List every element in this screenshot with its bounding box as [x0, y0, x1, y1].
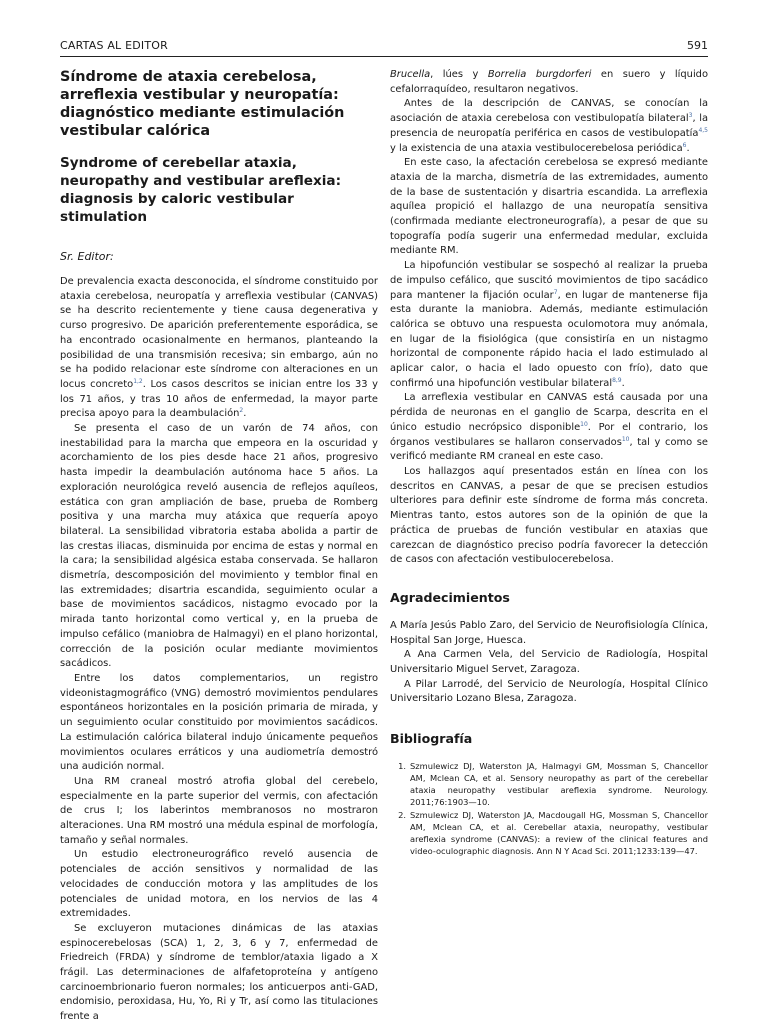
- page-number: 591: [687, 39, 708, 52]
- reference-text: Szmulewicz DJ, Waterston JA, Halmagyi GM, Mossman S, Chancellor AM, Mclean CA, et al. Sensory neuropathy as part of the cerebellar ataxia neuropathy vestibular areflexia syndrome. Neurology. 2011;76:1903—10.: [410, 761, 708, 808]
- letter-body-left: [60, 275, 378, 1025]
- paragraph-9-text-b: , en lugar de mantenerse fija esta durante la maniobra. Además, mediante estimulación calórica se obtuvo una respuesta oculomotora muy anómala, en lugar de la fisiológica (que consistiría en un nistagmo horizontal de componente rápido hacia el lado estimulado al aplicar calor, o hacia el lado opuesto con frío), dato que confirmó una hipofunción vestibular bilateral: [390, 289, 708, 389]
- paragraph-6: [60, 922, 378, 1025]
- paragraph-6-text-c: en suero y líquido cefalorraquídeo, resultaron negativos.: [390, 69, 708, 95]
- reference-list: [390, 760, 708, 857]
- acknowledgments-list: [390, 619, 708, 707]
- reference-number: 1.: [398, 761, 406, 772]
- paragraph-8: En este caso, la afectación cerebelosa se expresó mediante ataxia de la marcha, dismetría de las extremidades, aumento de la base de sustentación y disartria escandida. La arreflexia aquílea propició el hallazgo de una neuropatía sensitiva (confirmada mediante electroneurografía), a pesar de que su topografía podía sugerir una enfermedad medular, excluida mediante RM.: [390, 157, 708, 257]
- citation-10b[interactable]: 10: [621, 435, 630, 443]
- paragraph-3: Entre los datos complementarios, un registro videonistagmográfico (VNG) demostró movimientos pendulares espontáneos horizontales en la posición primaria de mirada, y un seguimiento ocular constituido por movimientos sacádicos. La estimulación calórica bilateral indujo únicamente pequeños movimientos oculares erráticos y una audiometría demostró una audición normal.: [60, 672, 378, 773]
- paragraph-10-text-b: . Por el contrario, los órganos vestibulares se hallaron conservados: [390, 421, 708, 448]
- paragraph-7-text-a: Antes de la descripción de CANVAS, se conocían la asociación de ataxia cerebelosa con vestibulopatía bilateral: [390, 98, 708, 125]
- acknowledgments-heading: Agradecimientos: [390, 589, 510, 605]
- header-rule: [60, 56, 708, 57]
- borrelia-italic: Borrelia burgdorferi: [487, 69, 592, 80]
- paragraph-1-text-b: . Los casos descritos se inician entre los 33 y los 71 años, y tras 10 años de enfermedad, la mayor parte precisa apoyo para la deambulación: [60, 378, 378, 420]
- article-title-english: Syndrome of cerebellar ataxia, neuropathy and vestibular areflexia: diagnosis by caloric vestibular stimulation: [60, 155, 342, 225]
- paragraph-7-text-b: , la presencia de neuropatía periférica en casos de vestibulopatía: [390, 113, 708, 139]
- acknowledgment-item: A María Jesús Pablo Zaro, del Servicio de Neurofisiología Clínica, Hospital San Jorge, Huesca.: [390, 619, 708, 646]
- reference-text: Szmulewicz DJ, Waterston JA, Macdougall HG, Mossman S, Chancellor AM, Mclean CA, et al. Cerebellar ataxia, neuropathy, vestibular areflexia syndrome (CANVAS): a review of the clinical features and video-oculographic diagnosis. Ann N Y Acad Sci. 2011;1233:139—47.: [410, 810, 708, 857]
- citation-4-5[interactable]: 4,5: [698, 126, 708, 134]
- acknowledgment-item: A Ana Carmen Vela, del Servicio de Radiología, Hospital Universitario Miguel Servet, Zaragoza.: [390, 649, 708, 676]
- citation-7[interactable]: 7: [553, 288, 558, 296]
- paragraph-9-text-a: La hipofunción vestibular se sospechó al realizar la prueba de impulso cefálico, que suscitó movimientos de tipo sacádico para mantener la fijación ocular: [390, 260, 708, 301]
- paragraph-10-text-c: , tal y como se verificó mediante RM craneal en este caso.: [390, 436, 708, 463]
- paragraph-4: Una RM craneal mostró atrofia global del cerebelo, especialmente en la parte superior del vermis, con afectación de crus I; los laberintos membranosos no mostraron alteraciones. Una RM mostró una médula espinal de morfología, tamaño y señal normales.: [60, 775, 378, 846]
- paragraph-9: [390, 259, 708, 391]
- bibliography-heading: Bibliografía: [390, 731, 473, 747]
- paragraph-6-text-a: Se excluyeron mutaciones dinámicas de las ataxias espinocerebelosas (SCA) 1, 2, 3, 6 y 7, enfermedad de Friedreich (FRDA) y síndrome de temblor/ataxia ligado a X frágil. Las determinaciones de alfafetoproteína y antígeno carcinoembrionario fueron normales; los anticuerpos anti-GAD, endomisio, peroxidasa, Hu, Yo, Ri y Tr, así como las titulaciones frente a: [60, 922, 378, 1023]
- citation-1-2[interactable]: 1,2: [133, 377, 143, 385]
- paragraph-5: Un estudio electroneurográfico reveló ausencia de potenciales de acción sensitivos y normalidad de las velocidades de conducción motora y las amplitudes de los potenciales de unidad motora, en los nervios de las 4 extremidades.: [60, 849, 378, 920]
- paragraph-10: [390, 391, 708, 465]
- paragraph-7-text-d: .: [686, 142, 690, 154]
- reference-item: [390, 760, 708, 808]
- brucella-italic: Brucella: [390, 69, 431, 80]
- paragraph-1-text-a: De prevalencia exacta desconocida, el síndrome constituido por ataxia cerebelosa, neuropatía y arreflexia vestibular (CANVAS) se ha descrito recientemente y tiene causa degenerativa y curso progresivo. De aparición preferentemente esporádica, se ha encontrado ocasionalmente en hermanos, planteando la posibilidad de una transmisión recesiva; sin embargo, aún no se ha podido relacionar este síndrome con alteraciones en un locus concreto: [60, 276, 378, 390]
- letter-body-right: [390, 68, 708, 568]
- citation-6[interactable]: 6: [682, 141, 687, 149]
- paragraph-7-text-c: y la existencia de una ataxia vestibulocerebelosa periódica: [390, 142, 683, 154]
- paragraph-7: [390, 97, 708, 156]
- paragraph-10-text-a: La arreflexia vestibular en CANVAS está causada por una pérdida de neuronas en el ganglio de Scarpa, descrita en el único estudio necrópsico disponible: [390, 392, 708, 433]
- paragraph-1-text-c: .: [243, 408, 247, 420]
- citation-10a[interactable]: 10: [580, 420, 588, 428]
- right-column: [390, 68, 708, 858]
- citation-8-9[interactable]: 8,9: [612, 376, 622, 384]
- reference-number: 2.: [398, 810, 406, 821]
- left-column: [60, 68, 378, 1025]
- article-title-spanish: Síndrome de ataxia cerebelosa, arreflexia vestibular y neuropatía: diagnóstico mediante estimulación vestibular calórica: [60, 69, 345, 139]
- running-header-section: CARTAS AL EDITOR: [60, 39, 168, 52]
- citation-2[interactable]: 2: [239, 407, 244, 415]
- reference-item: [390, 809, 708, 857]
- paragraph-9-text-c: .: [621, 377, 625, 389]
- paragraph-6-continued: [390, 68, 708, 97]
- salutation: Sr. Editor:: [60, 250, 114, 263]
- acknowledgment-item: A Pilar Larrodé, del Servicio de Neurología, Hospital Clínico Universitario Lozano Blesa, Zaragoza.: [390, 678, 708, 705]
- paragraph-11: Los hallazgos aquí presentados están en línea con los descritos en CANVAS, a pesar de que se precisen estudios ulteriores para definir este síndrome de forma más concreta. Mientras tanto, estos autores son de la opinión de que la práctica de pruebas de función vestibular en ataxias que carezcan de diagnóstico preciso podría favorecer la detección de casos con afectación vestibulocerebelosa.: [390, 465, 708, 566]
- paragraph-1: [60, 275, 378, 422]
- citation-3[interactable]: 3: [688, 112, 693, 120]
- paragraph-2: Se presenta el caso de un varón de 74 años, con inestabilidad para la marcha que empeora en la oscuridad y acorchamiento de los pies desde hace 21 años, progresivo hasta impedir la deambulación autónoma hace 5 años. La exploración neurológica reveló ausencia de reflejos aquíleos, estática con gran ampliación de base, prueba de Romberg positiva y una marcha muy atáxica que requería apoyo bilateral. La sensibilidad vibratoria estaba abolida a partir de las crestas iliacas, disminuida por encima de estas y normal en la cara; la sensibilidad algésica estaba conservada. Se hallaron dismetría, descomposición del movimiento y temblor final en las extremidades; disartria escandida, seguimiento ocular a base de movimientos sacádicos, nistagmo evocado por la mirada tanto horizontal como vertical y, en la prueba de impulso cefálico (maniobra de Halmagyi) en el plano horizontal, corrección de la posición ocular mediante movimientos sacádicos.: [60, 423, 378, 670]
- paragraph-6-text-b: , lúes y: [430, 69, 488, 80]
